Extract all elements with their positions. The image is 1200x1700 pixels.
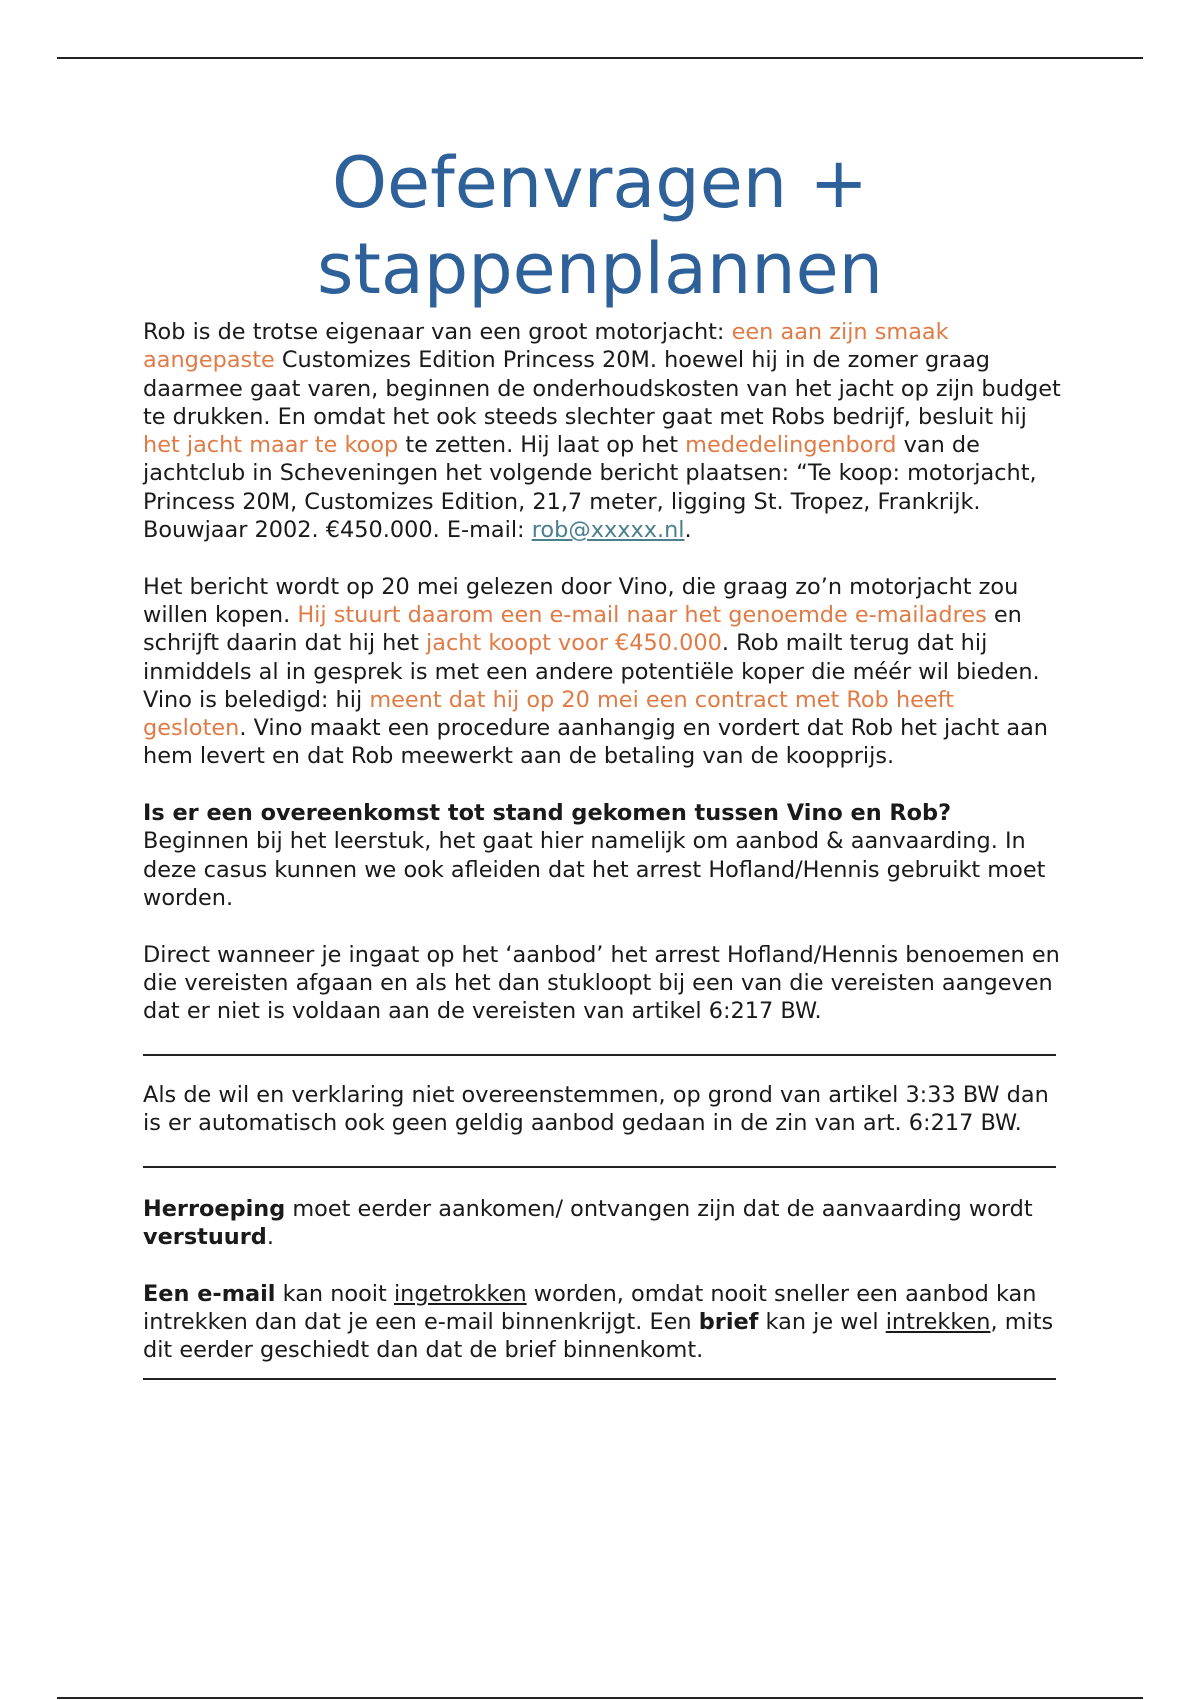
- case-paragraph-2: [143, 573, 1063, 771]
- section-divider: [143, 1166, 1056, 1168]
- highlight-purchase-price: jacht koopt voor €450.000: [426, 630, 722, 657]
- highlight-contract-claim: meent dat hij op 20 mei een contract met Rob heeft gesloten: [143, 686, 954, 742]
- text-run: . Rob mailt terug dat hij inmiddels al in gesprek is met een andere potentiële koper die méér wil bieden. Vino is beledigd: hij: [143, 630, 1040, 713]
- text-run: , mits dit eerder geschiedt dan dat de brief binnenkomt.: [143, 1308, 1054, 1364]
- footer-rule: [57, 1697, 1143, 1699]
- text-run: te zetten. Hij laat op het: [398, 432, 686, 459]
- header-rule: [57, 57, 1143, 59]
- question-answer: Beginnen bij het leerstuk, het gaat hier namelijk om aanbod & aanvaarding. In deze casus kunnen we ook afleiden dat het arrest Hofland/Hennis gebruikt moet worden.: [143, 828, 1046, 911]
- question-heading: Is er een overeenkomst tot stand gekomen tussen Vino en Rob?: [143, 800, 952, 827]
- underlined-term-withdraw: intrekken: [885, 1308, 991, 1335]
- text-run: . Vino maakt een procedure aanhangig en vordert dat Rob het jacht aan hem levert en dat Rob meewerkt aan de betaling van de koopprijs.: [143, 715, 1048, 770]
- case-paragraph-1: [143, 318, 1063, 544]
- text-run: moet eerder aankomen/ ontvangen zijn dat de aanvaarding wordt: [285, 1195, 1033, 1222]
- email-link[interactable]: rob@xxxxx.nl: [531, 517, 685, 544]
- bold-term-letter: brief: [698, 1308, 759, 1335]
- highlight-custom-yacht: een aan zijn smaak aangepaste: [143, 319, 949, 374]
- bold-term-email: Een e-mail: [143, 1280, 276, 1307]
- text-run: van de jachtclub in Scheveningen het volgende bericht plaatsen: “Te koop: motorjacht, Princess 20M, Customizes Edition, 21,7 meter, ligging St. Tropez, Frankrijk. Bouwjaar 2002. €450.000. E-mail:: [143, 432, 1037, 544]
- highlight-email-sent: Hij stuurt daarom een e-mail naar het genoemde e-mailadres: [297, 601, 987, 628]
- text-run: Het bericht wordt op 20 mei gelezen door Vino, die graag zo’n motorjacht zou willen kopen.: [143, 573, 1019, 628]
- section-divider: [143, 1054, 1056, 1056]
- highlight-for-sale: het jacht maar te koop: [143, 432, 399, 459]
- bold-term-sent: verstuurd: [143, 1223, 267, 1250]
- page-title: [0, 140, 1200, 312]
- hofland-hennis-paragraph: Direct wanneer je ingaat op het ‘aanbod’ het arrest Hofland/Hennis benoemen en die vereisten afgaan en als het dan stukloopt bij een van die vereisten aangeven dat er niet is voldaan aan de vereisten van artikel 6:217 BW.: [143, 941, 1060, 1025]
- email-letter-paragraph: [143, 1280, 1063, 1365]
- text-run: Customizes Edition Princess 20M. hoewel hij in de zomer graag daarmee gaat varen, beginnen de onderhoudskosten van het jacht op zijn budget te drukken. En omdat het ook steeds slechter gaat met Robs bedrijf, besluit hij: [143, 347, 1061, 430]
- bold-term-revocation: Herroeping: [143, 1195, 286, 1222]
- text-run: .: [684, 517, 692, 544]
- question-block: [143, 799, 1063, 912]
- will-declaration-paragraph: Als de wil en verklaring niet overeenstemmen, op grond van artikel 3:33 BW dan is er automatisch ook geen geldig aanbod gedaan in de zin van art. 6:217 BW.: [143, 1081, 1049, 1137]
- highlight-notice-board: mededelingenbord: [685, 432, 897, 459]
- text-run: worden, omdat nooit sneller een aanbod kan intrekken dan dat je een e-mail binnenkrijgt. Een: [143, 1280, 1037, 1335]
- title-line-2: stappenplannen: [316, 228, 884, 310]
- text-run: kan nooit: [275, 1280, 394, 1307]
- text-run: Rob is de trotse eigenaar van een groot motorjacht:: [143, 319, 732, 345]
- text-run: en schrijft daarin dat hij het: [143, 601, 1022, 657]
- document-body: [143, 318, 1063, 1380]
- underlined-term-withdrawn: ingetrokken: [393, 1280, 527, 1307]
- section-divider: [143, 1378, 1056, 1380]
- text-run: .: [266, 1223, 274, 1250]
- title-line-1: Oefenvragen +: [331, 142, 869, 224]
- text-run: kan je wel: [758, 1308, 886, 1335]
- revocation-paragraph: [143, 1195, 1063, 1252]
